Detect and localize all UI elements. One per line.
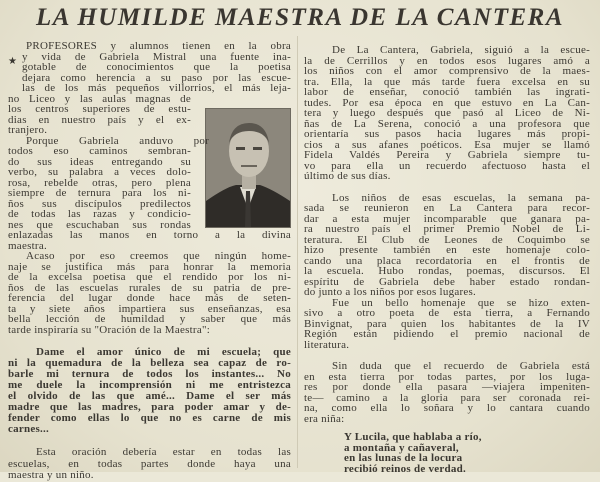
paragraph-line: ños de las escuelas rurales de su patria de pre- (8, 281, 291, 294)
prayer-line: barle mi ternura de todos los instantes... No (8, 368, 291, 380)
paragraph-line: res por donde ella pasara —viajera impeniten- (304, 381, 590, 393)
paragraph-line: siempre de ternura para los ni- (8, 187, 191, 199)
paragraph-line: gotable de conocimientos que la poetisa (22, 61, 291, 73)
paragraph-line: te— camino a la gloria para ser coronada rei- (304, 391, 590, 404)
paragraph-line: bella lección de humildad y saber que más (8, 313, 291, 325)
paragraph-line: nes que escuchaban sus rondas (8, 218, 191, 231)
paragraph-line: todos eso caminos sembran- (8, 145, 191, 157)
paragraph-line: era niña: (304, 412, 345, 425)
paragraph-line: tudes. Por esa época en que estuvo en La Can- (304, 96, 590, 109)
prayer-line: fender como ellas lo que no es carne de mis (8, 412, 291, 424)
paragraph-line: ra nuestro país el primer Premio Nobel de Li- (304, 223, 590, 235)
prayer-line: el olvido de las que amé... Dame el ser más (8, 390, 291, 402)
poem-line: Y Lucila, que hablaba a río, (344, 431, 482, 443)
closing-line: escuelas, en todas partes donde haya una (8, 457, 291, 470)
paragraph-line: PROFESORES y alumnos tienen en la obra (26, 40, 291, 52)
paragraph-line: cios a sus afanes poéticos. Esa mujer se llamó (304, 138, 590, 151)
left-column (8, 41, 291, 482)
paragraph-line: último de sus días. (304, 170, 391, 182)
prayer-line: ni la quemadura de la belleza sea capaz de ro- (8, 357, 291, 369)
paragraph-line: dar a esta mujer incomparable que ganara pa- (304, 212, 590, 225)
paragraph-line: dias en nuestro país y el ex- (8, 113, 191, 126)
paragraph-line: rosa, rebelde otras, pero plena (8, 176, 191, 189)
paragraph-line: ños sus discípulos predilectos (8, 197, 191, 210)
paragraph-line: la escuela. Hubo rondas, poemas, discursos. El (304, 265, 590, 277)
paragraph-line: dejara como herencia a su paso por las escue- (22, 71, 291, 84)
paragraph-line: la de Cerrillos y en todos esos lugares amó a (304, 54, 590, 67)
paragraph-line: Región están pidiendo el premio nacional de (304, 328, 590, 340)
paragraph-line: Acaso por eso creemos que ningún home- (26, 250, 291, 262)
paragraph-line: los centros superiores de estu- (8, 103, 191, 115)
paragraph-line: cando una placa recordatoria en el frontis de (304, 254, 590, 267)
prayer-line: Dame el amor único de mi escuela; que (36, 346, 291, 358)
paragraph-line: tera y luego después que pasó al Liceo de Ni- (304, 107, 590, 119)
paragraph-line: Fue un bello homenaje que se hizo exten- (332, 296, 590, 309)
paragraph-line: ñas de La Serena, conoció a una profesora que (304, 117, 590, 130)
poem-line: recibió reinos de verdad. (344, 462, 466, 475)
paragraph-line: las de los más pequeños villorrios, el más leja- (22, 82, 291, 94)
prayer-line: madre que las madres, para poder amar y de- (8, 401, 291, 413)
right-column (304, 45, 590, 474)
paragraph-line: espíritu de Gabriela debe haber estado rondan- (304, 275, 590, 288)
paragraph-line: no Liceo y las aulas magnas de (8, 92, 191, 105)
paragraph-line: de la excelsa poetisa que el rendido por los ni- (8, 271, 291, 283)
paragraph-line: na, como ella lo soñara y lo cantara cuando (304, 402, 590, 414)
star-icon: ★ (8, 56, 17, 67)
paragraph-line: ferencia del lugar donde hace más de seten- (8, 292, 291, 304)
prayer-line: carnes... (8, 423, 50, 435)
paragraph-line: sivo a otro poeta de esta tierra, a Fernando (304, 307, 590, 319)
paragraph-line: Binvignat, para quien los habitantes de la IV (304, 317, 590, 330)
paragraph-line: vo para ella un recuerdo afectuoso hasta el (304, 159, 590, 172)
closing-line: Esta oración debería estar en todas las (36, 446, 291, 458)
paragraph-line: enlazadas las manos en torno a la divina (8, 229, 291, 241)
paragraph-line: hizo presente también en este homenaje colo- (304, 244, 590, 256)
paragraph-line: ta y siete años impartiera sus enseñanzas, esa (8, 302, 291, 315)
prayer-line: me duele la incomprensión ni me entristezca (8, 379, 291, 391)
column-divider (297, 36, 298, 468)
paragraph-line: teratura. El Club de Leones de Coquimbo se (304, 233, 590, 246)
paragraph-line: tra. Ella, la que más tarde fuera excelsa en su (304, 75, 590, 88)
paragraph-line: labor de enseñar, conoció también las ingrati- (304, 86, 590, 98)
paragraph-line: Los niños de esas escuelas, la semana pa- (332, 191, 590, 204)
paragraph-line: do sus ideas entregando su (8, 155, 191, 168)
paragraph-line: Fidela Valdés Pereira y Gabriela siempre tu- (304, 149, 590, 161)
paragraph-line: tranjero. (8, 124, 48, 136)
paragraph-line: Porque Gabriela anduvo por (26, 134, 209, 147)
paragraph-line: en esta tierra por todas partes, por los luga- (304, 370, 590, 383)
paragraph-line: Sin duda que el recuerdo de Gabriela está (332, 360, 590, 372)
paragraph-line: maestra. (8, 239, 47, 252)
poem-line: a montaña y cañaveral, (344, 441, 459, 454)
paragraph-line: sada se reunieron en La Cantera para recor- (304, 202, 590, 214)
paragraph-line: do junto a los niños por esos lugares. (304, 286, 477, 298)
article-title: LA HUMILDE MAESTRA DE LA CANTERA (36, 4, 564, 31)
paragraph-line: literatura. (304, 338, 350, 351)
paragraph-line: tarde inspiraría su "Oración de la Maestra": (8, 323, 211, 336)
paragraph-line: naje se justifica más para honrar la memoria (8, 260, 291, 273)
paragraph-line: verbo, su palabra a veces dolo- (8, 166, 191, 178)
paragraph-line: orientaría sus pasos hacia lugares más propi- (304, 128, 590, 140)
closing-line: maestra y un niño. (8, 469, 94, 481)
paragraph-line: los niños con el amor comprensivo de la maes- (304, 65, 590, 77)
paragraph-line: de todas las razas y condicio- (8, 208, 191, 220)
poem-line: en las lunas de la locura (344, 452, 463, 464)
paragraph-line: De La Cantera, Gabriela, siguió a la escue- (332, 44, 590, 56)
paragraph-line: y vida de Gabriela Mistral una fuente ina- (22, 50, 291, 63)
